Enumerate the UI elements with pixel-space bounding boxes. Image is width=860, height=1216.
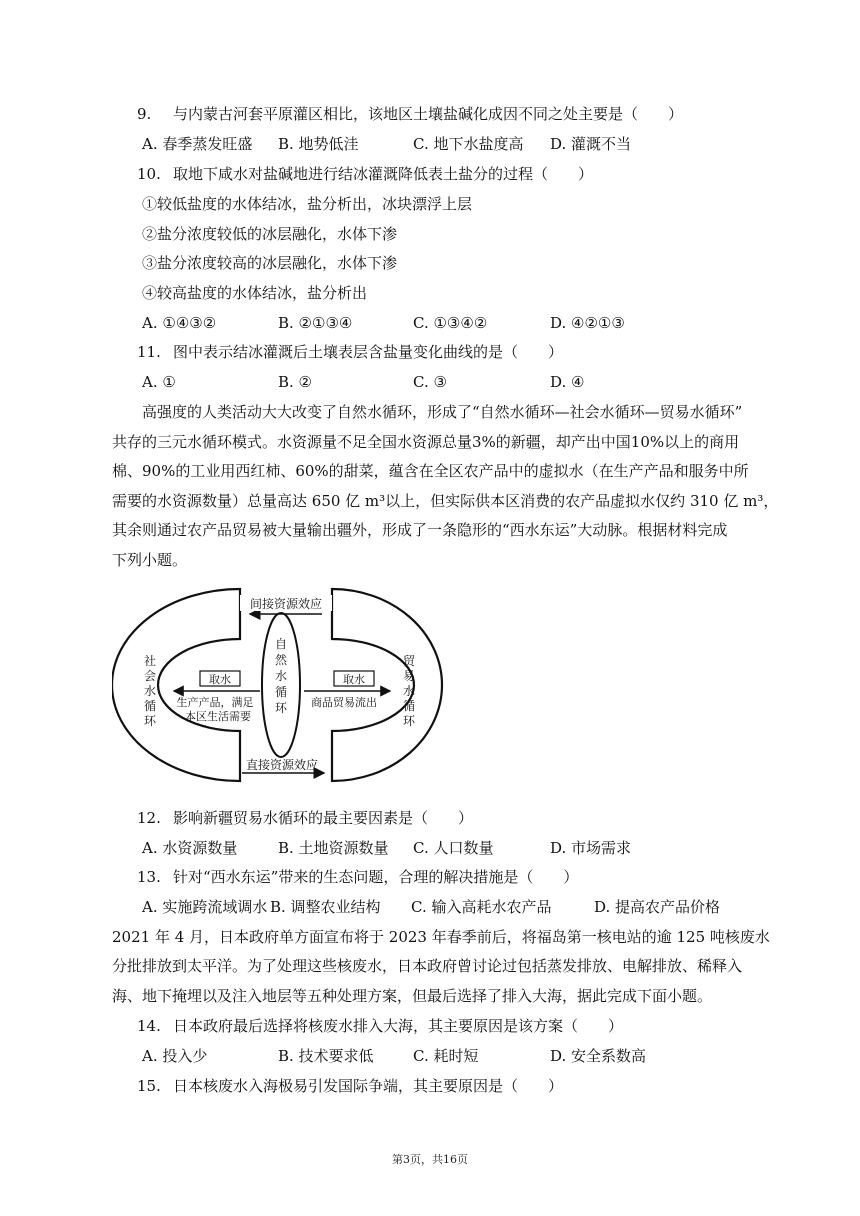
svg-text:环: 环 <box>402 714 416 728</box>
left-intake-label: 取水 <box>209 673 231 686</box>
svg-text:社: 社 <box>143 654 157 668</box>
left-caption-line-1: 生产产品，满足 <box>176 696 254 709</box>
svg-text:自: 自 <box>274 637 288 651</box>
option-d: D. 灌溉不当 <box>550 135 632 153</box>
question-11-stem: 11. 图中表示结冰灌溉后土壤表层含盐量变化曲线的是（ ） <box>137 343 564 361</box>
indirect-effect-label: 间接资源效应 <box>249 597 323 611</box>
option-b: B. 地势低洼 <box>278 135 359 153</box>
option-c: C. ①③④② <box>413 314 488 332</box>
trade-cycle-label <box>403 654 416 728</box>
option-b: B. 调整农业结构 <box>270 898 381 916</box>
svg-text:水: 水 <box>143 684 157 698</box>
question-14-stem: 14. 日本政府最后选择将核废水排入大海，其主要原因是该方案（ ） <box>137 1017 624 1035</box>
question-10-item-4: ④较高盐度的水体结冰，盐分析出 <box>142 284 368 302</box>
option-c: C. 地下水盐度高 <box>413 135 524 153</box>
question-number: 10. <box>137 165 161 183</box>
social-cycle-label <box>144 653 157 728</box>
svg-text:水: 水 <box>274 669 288 683</box>
material-1-line-1: 高强度的人类活动大大改变了自然水循环，形成了“自然水循环—社会水循环—贸易水循环” <box>142 403 743 421</box>
svg-text:贸: 贸 <box>402 654 416 668</box>
option-b: B. ②①③④ <box>278 314 353 332</box>
option-b: B. 土地资源数量 <box>278 839 389 857</box>
option-c: C. 人口数量 <box>413 839 494 857</box>
svg-text:然: 然 <box>274 653 288 667</box>
question-number: 14. <box>137 1017 161 1035</box>
option-c: C. 耗时短 <box>413 1047 479 1065</box>
question-13-stem: 13. 针对“西水东运”带来的生态问题，合理的解决措施是（ ） <box>137 868 579 886</box>
option-d: D. 安全系数高 <box>550 1047 647 1065</box>
svg-text:会: 会 <box>143 669 157 683</box>
question-10-item-2: ②盐分浓度较低的冰层融化，水体下渗 <box>142 225 398 243</box>
material-1-line-3: 棉、90%的工业用西红柿、60%的甜菜，蕴含在全区农产品中的虚拟水（在生产产品和服务中所 <box>112 462 749 480</box>
svg-text:循: 循 <box>274 685 288 699</box>
material-2-line-2: 分批排放到太平洋。为了处理这些核废水，日本政府曾讨论过包括蒸发排放、电解排放、稀释入 <box>112 957 743 975</box>
option-a: A. 春季蒸发旺盛 <box>142 135 253 153</box>
direct-effect-label: 直接资源效应 <box>245 758 319 772</box>
page-footer: 第3页，共16页 <box>392 1153 468 1166</box>
option-a: A. 实施跨流域调水 <box>142 898 268 916</box>
option-d: D. 市场需求 <box>550 839 632 857</box>
question-10-item-1: ①较低盐度的水体结冰，盐分析出，冰块漂浮上层 <box>142 195 473 213</box>
right-intake-label: 取水 <box>343 673 365 686</box>
question-15-stem: 15. 日本核废水入海极易引发国际争端，其主要原因是（ ） <box>137 1077 564 1095</box>
left-caption-line-2: 本区生活需要 <box>185 710 251 723</box>
material-1-line-2: 共存的三元水循环模式。水资源量不足全国水资源总量3%的新疆，却产出中国10%以上的商用 <box>112 433 740 451</box>
question-number: 12. <box>137 809 161 827</box>
question-10-item-3: ③盐分浓度较高的冰层融化，水体下渗 <box>142 254 398 272</box>
material-2-line-1: 2021 年 4 月，日本政府单方面宣布将于 2023 年春季前后，将福岛第一核电站的逾 125 吨核废水 <box>112 928 770 946</box>
question-12-stem: 12. 影响新疆贸易水循环的最主要因素是（ ） <box>137 809 474 827</box>
question-10-stem: 10. 取地下咸水对盐碱地进行结冰灌溉降低表土盐分的过程（ ） <box>137 165 594 183</box>
material-1-line-4: 需要的水资源数量）总量高达 650 亿 m³以上，但实际供本区消费的农产品虚拟水仅约 310 亿 m³， <box>112 492 779 510</box>
option-b: B. 技术要求低 <box>278 1047 374 1065</box>
option-a: A. ①④③② <box>142 314 217 332</box>
option-d: D. ④ <box>550 373 585 391</box>
option-c: C. ③ <box>413 373 447 391</box>
right-caption: 商品贸易流出 <box>311 696 377 709</box>
question-number: 15. <box>137 1077 161 1095</box>
option-c: C. 输入高耗水农产品 <box>411 898 552 916</box>
option-d: D. 提高农产品价格 <box>594 898 721 916</box>
option-d: D. ④②①③ <box>550 314 625 332</box>
svg-text:水: 水 <box>402 684 416 698</box>
svg-text:环: 环 <box>274 701 288 715</box>
question-number: 11. <box>137 343 161 361</box>
option-a: A. 投入少 <box>142 1047 208 1065</box>
svg-text:易: 易 <box>402 669 416 683</box>
svg-text:循: 循 <box>143 699 157 713</box>
question-number: 9. <box>137 105 152 123</box>
material-1-line-6: 下列小题。 <box>112 551 188 569</box>
natural-cycle-label <box>275 637 288 715</box>
option-b: B. ② <box>278 373 313 391</box>
option-a: A. ① <box>142 373 176 391</box>
question-number: 13. <box>137 868 161 886</box>
material-1-line-5: 其余则通过农产品贸易被大量输出疆外，形成了一条隐形的“西水东运”大动脉。根据材料完成 <box>112 521 728 539</box>
water-cycle-diagram <box>112 585 452 785</box>
option-a: A. 水资源数量 <box>142 839 238 857</box>
svg-text:循: 循 <box>402 699 416 713</box>
question-9-stem: 9. 与内蒙古河套平原灌区相比，该地区土壤盐碱化成因不同之处主要是（ ） <box>137 105 684 123</box>
material-2-line-3: 海、地下掩埋以及注入地层等五种处理方案，但最后选择了排入大海，据此完成下面小题。 <box>112 987 713 1005</box>
svg-text:环: 环 <box>143 714 157 728</box>
